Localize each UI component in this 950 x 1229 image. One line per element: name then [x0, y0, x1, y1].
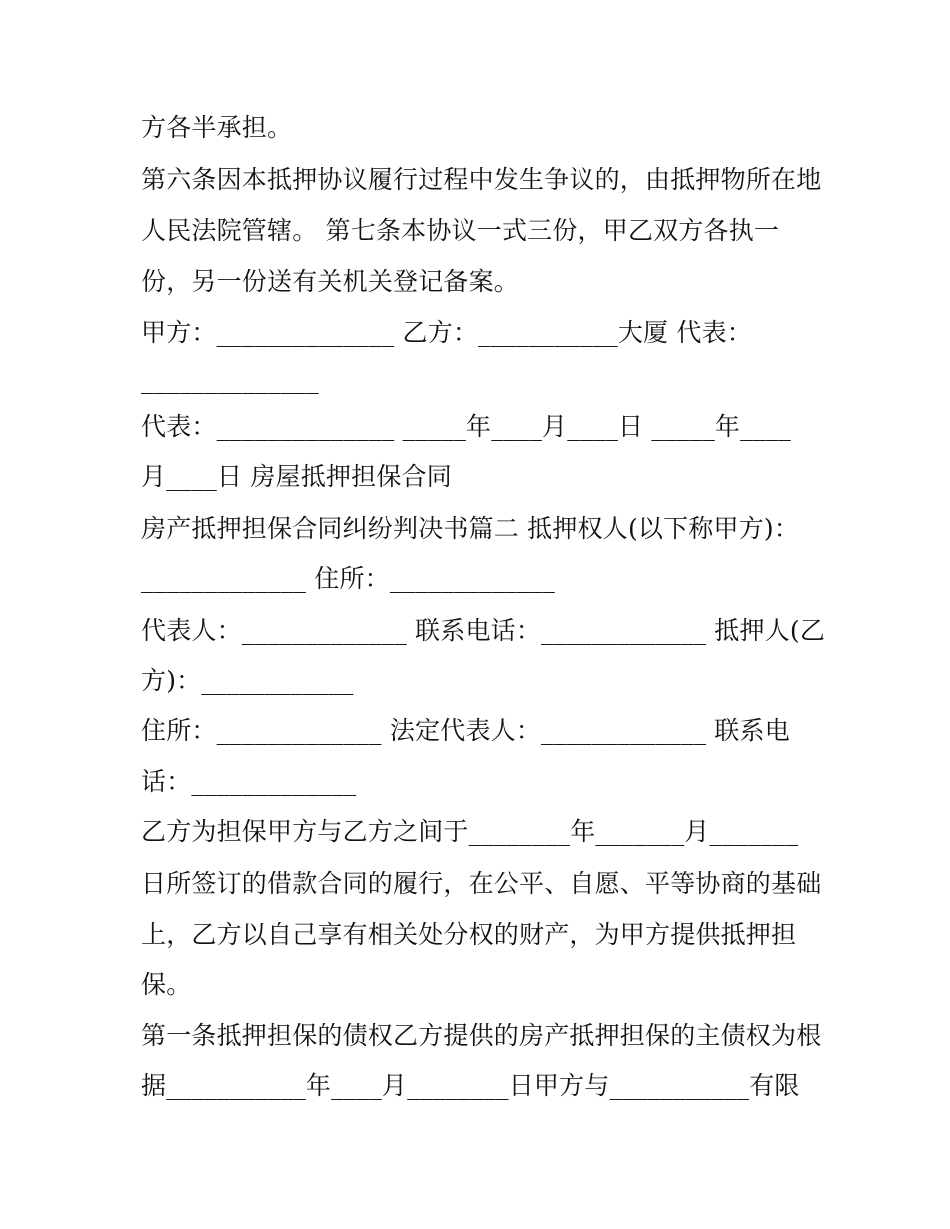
- text-line: 住所：_____________ 法定代表人：_____________ 联系电: [141, 716, 790, 745]
- text-line: 据___________年____月________日甲方与___________有限: [141, 1071, 800, 1100]
- text-line: _____________ 住所：_____________: [141, 564, 555, 593]
- text-line: 房产抵押担保合同纠纷判决书篇二 抵押权人(以下称甲方)：: [141, 514, 800, 543]
- text-line: 人民法院管辖。 第七条本协议一式三份，甲乙双方各执一: [141, 216, 780, 245]
- text-line: 话：_____________: [141, 767, 357, 796]
- text-line: 保。: [141, 970, 192, 999]
- text-line: 第一条抵押担保的债权乙方提供的房产抵押担保的主债权为根: [141, 1021, 822, 1050]
- text-line: 方)：____________: [141, 666, 354, 695]
- text-line: 甲方：______________ 乙方：___________大厦 代表：: [141, 318, 752, 347]
- text-line: 第六条因本抵押协议履行过程中发生争议的，由抵押物所在地: [141, 165, 822, 194]
- text-line: 月____日 房屋抵押担保合同: [141, 462, 452, 491]
- text-line: 代表：______________ _____年____月____日 _____年____: [141, 412, 791, 441]
- text-line: 方各半承担。: [141, 113, 293, 142]
- text-line: 上，乙方以自己享有相关处分权的财产，为甲方提供抵押担: [141, 920, 797, 949]
- text-line: 份，另一份送有关机关登记备案。: [141, 267, 520, 296]
- text-line: 代表人：_____________ 联系电话：_____________ 抵押人(乙: [141, 616, 826, 645]
- text-line: 日所签订的借款合同的履行，在公平、自愿、平等协商的基础: [141, 869, 822, 898]
- text-line: ______________: [141, 365, 319, 394]
- text-line: 乙方为担保甲方与乙方之间于________年_______月_______: [141, 817, 799, 846]
